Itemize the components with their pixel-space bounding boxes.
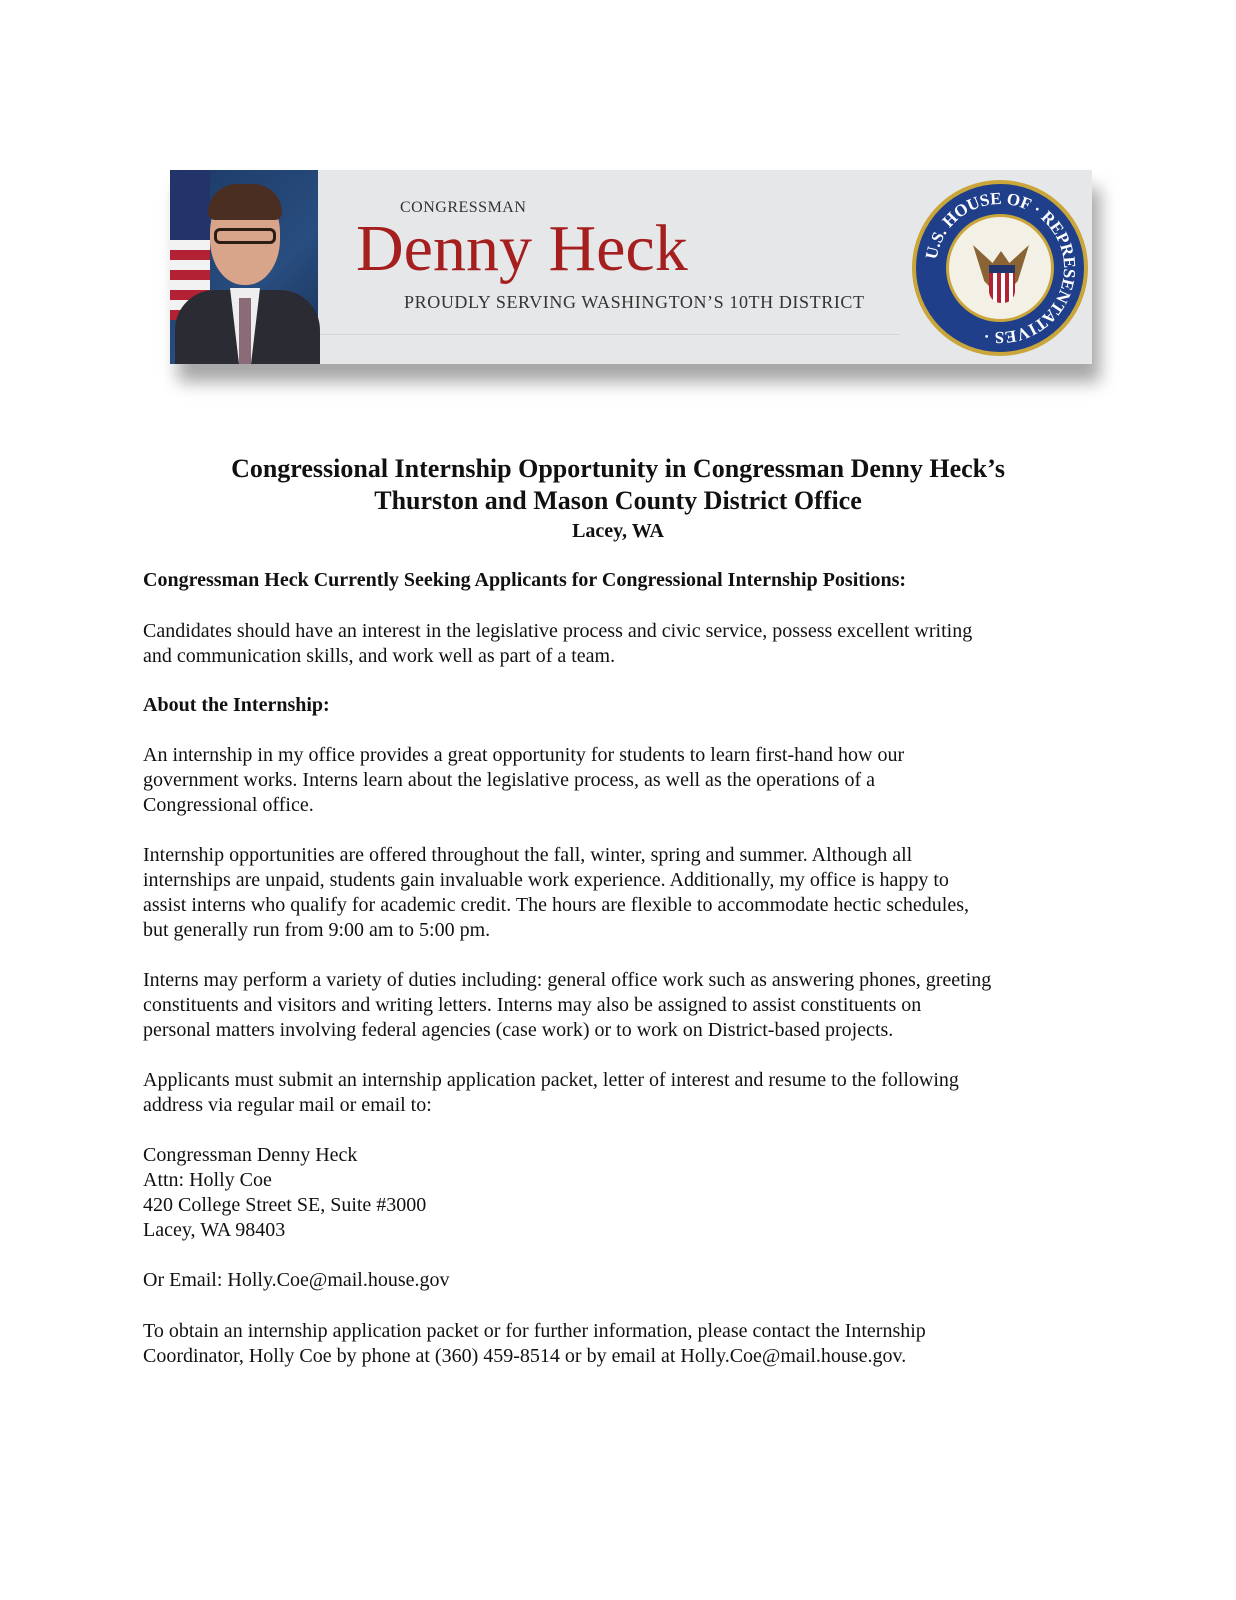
banner-tagline: PROUDLY SERVING WASHINGTON’S 10TH DISTRICT [404, 292, 865, 312]
apply-paragraph: Applicants must submit an internship application packet, letter of interest and resume to the following address via regular mail or email to: [143, 1069, 959, 1116]
about-paragraph-3: Interns may perform a variety of duties including: general office work such as answering phones, greeting constituents and visitors and writing letters. Interns may also be assigned to assist constituents on personal matters involving federal agencies (case work) or to work on District-based projects. [143, 969, 992, 1041]
document-title: Congressional Internship Opportunity in Congressman Denny Heck’s [231, 454, 1005, 483]
about-paragraph-2: Internship opportunities are offered throughout the fall, winter, spring and summer. Although all internships are unpaid, students gain invaluable work experience. Additionally, my office is happy to assist interns who qualify for academic credit. The hours are flexible to accommodate hectic schedules, but generally run from 9:00 am to 5:00 pm. [143, 844, 969, 941]
tie-shape [239, 298, 251, 364]
about-heading: About the Internship: [143, 694, 330, 716]
contact-paragraph: To obtain an internship application packet or for further information, please contact the Internship Coordinator, Holly Coe by phone at (360) 459-8514 or by email at Holly.Coe@mail.house.gov. [143, 1320, 926, 1367]
seal-inner [946, 214, 1054, 322]
document-location: Lacey, WA [572, 520, 664, 542]
banner-label: CONGRESSMAN [400, 199, 527, 216]
glasses-shape [214, 228, 276, 244]
candidates-paragraph: Candidates should have an interest in the legislative process and civic service, possess excellent writing and communication skills, and work well as part of a team. [143, 620, 973, 667]
seeking-heading: Congressman Heck Currently Seeking Applicants for Congressional Internship Positions: [143, 569, 907, 591]
mailing-address: Congressman Denny Heck Attn: Holly Coe 420 College Street SE, Suite #3000 Lacey, WA 98403 [143, 1144, 427, 1241]
banner-divider [320, 334, 900, 335]
document-subtitle: Thurston and Mason County District Office [374, 486, 862, 515]
shield-icon [989, 265, 1015, 303]
house-seal-logo [912, 180, 1088, 356]
about-paragraph-1: An internship in my office provides a great opportunity for students to learn first-hand how our government works. Interns learn about the legislative process, as well as the operations of a Congressional office. [143, 744, 905, 816]
email-line: Or Email: Holly.Coe@mail.house.gov [143, 1269, 450, 1291]
svg-text:U.S. HOUSE OF · REPRESENTATIVE: U.S. HOUSE OF · REPRESENTATIVES · [921, 188, 1080, 348]
hair-shape [208, 184, 282, 220]
header-banner [170, 170, 1092, 364]
congressman-photo [170, 170, 318, 364]
banner-name: Denny Heck [356, 212, 688, 285]
